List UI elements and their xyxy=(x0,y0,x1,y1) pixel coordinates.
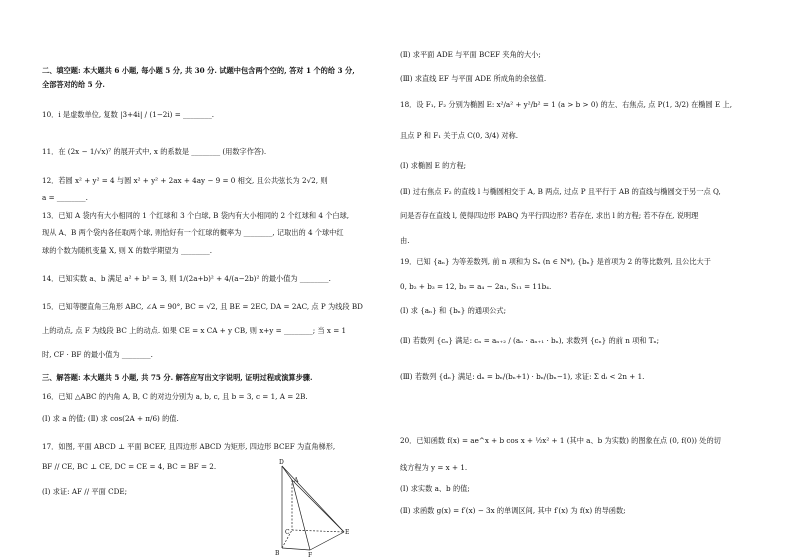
question-15-line2: 上的动点, 点 F 为线段 BC 上的动点. 如果 CE = x CA + y CB, 则 x+y = ________; 当 x = 1 xyxy=(42,326,347,335)
question-18-part2-line1: (Ⅱ) 过右焦点 F₂ 的直线 l 与椭圆相交于 A, B 两点, 过点 P 且平行于 AB 的直线与椭圆交于另一点 Q, xyxy=(400,187,721,196)
edge-de xyxy=(282,466,344,532)
label-c: C xyxy=(285,529,290,536)
question-18-part1: (Ⅰ) 求椭圆 E 的方程; xyxy=(400,161,467,170)
label-f: F xyxy=(308,552,313,558)
question-16-line1: 16．已知 △ABC 的内角 A, B, C 的对边分别为 a, b, c, 且 b = 3, c = 1, A = 2B. xyxy=(42,392,308,401)
question-12-line1: 12．若圆 x² + y² = 4 与圆 x² + y² + 2ax + 4ay − 9 = 0 相交, 且公共弦长为 2√2, 则 xyxy=(42,176,328,185)
question-17-line3: (Ⅰ) 求证: AF // 平面 CDE; xyxy=(42,487,127,496)
edge-bf xyxy=(282,548,310,550)
question-17-line1: 17．如图, 平面 ABCD ⊥ 平面 BCEF, 且四边形 ABCD 为矩形, 四边形 BCEF 为直角梯形, xyxy=(42,442,336,451)
question-13-line2: 现从 A、B 两个袋内各任取两个球, 则恰好有一个红球的概率为 ________, 记取出的 4 个球中红 xyxy=(42,228,344,237)
question-17-line2: BF // CE, BC ⊥ CE, DC = CE = 4, BC = BF = 2. xyxy=(42,462,217,471)
question-19-part3: (Ⅲ) 若数列 {dₙ} 满足: dₙ = bₙ/(bₙ+1) · bₙ/(bₙ−1), 求证: Σ dᵢ < 2n + 1. xyxy=(400,372,645,381)
question-20-part1: (Ⅰ) 求实数 a、b 的值; xyxy=(400,484,470,493)
question-11: 11．在 (2x − 1/√x)⁷ 的展开式中, x 的系数是 ________ (用数字作答). xyxy=(42,147,267,156)
geometry-figure xyxy=(272,458,350,558)
label-b: B xyxy=(275,550,280,557)
question-14: 14．已知实数 a、b 满足 a² + b² = 3, 则 1/(2a+b)² + 4/(a−2b)² 的最小值为 ________. xyxy=(42,274,331,283)
section2-header: 二、填空题: 本大题共 6 小题, 每小题 5 分, 共 30 分. 试题中包含两个空的, 答对 1 个的给 3 分, xyxy=(42,66,355,75)
question-19-line1: 19．已知 {aₙ} 为等差数列, 前 n 项和为 Sₙ (n ∈ N*), {bₙ} 是首项为 2 的等比数列, 且公比大于 xyxy=(400,257,711,266)
question-18-line2: 且点 P 和 F₁ 关于点 C(0, 3/4) 对称. xyxy=(400,131,519,140)
edge-ae xyxy=(292,480,344,532)
question-13-line3: 球的个数为随机变量 X, 则 X 的数学期望为 ________. xyxy=(42,246,212,255)
question-19-part1: (Ⅰ) 求 {aₙ} 和 {bₙ} 的通项公式; xyxy=(400,306,507,315)
question-19-line2: 0, b₂ + b₃ = 12, b₃ = a₄ − 2a₁, S₁₁ = 11b₄. xyxy=(400,282,552,291)
section2-header-cont: 全部答对的给 5 分. xyxy=(42,80,105,89)
edge-ce xyxy=(292,530,344,532)
question-18-part2-line2: 问是否存在直线 l, 使得四边形 PABQ 为平行四边形? 若存在, 求出 l 的方程; 若不存在, 说明理 xyxy=(400,211,699,220)
question-18-part2-line3: 由. xyxy=(400,236,410,245)
label-a: A xyxy=(294,477,299,484)
label-d: D xyxy=(279,459,284,466)
question-20-part2: (Ⅱ) 求函数 g(x) = f′(x) − 3x 的单调区间, 其中 f′(x) 为 f(x) 的导函数; xyxy=(400,506,626,515)
question-16-line2: (Ⅰ) 求 a 的值; (Ⅱ) 求 cos(2A + π/6) 的值. xyxy=(42,414,179,423)
question-12-line2: a = ________. xyxy=(42,193,88,202)
question-17-part2: (Ⅱ) 求平面 ADE 与平面 BCEF 夹角的大小; xyxy=(400,50,541,59)
question-20-line1: 20．已知函数 f(x) = ae^x + b cos x + ½x² + 1 (其中 a、b 为实数) 的图象在点 (0, f(0)) 处的切 xyxy=(400,436,721,445)
question-19-part2: (Ⅱ) 若数列 {cₙ} 满足: cₙ = aₙ₊₂ / (aₙ · aₙ₊₁ · bₙ), 求数列 {cₙ} 的前 n 项和 Tₙ; xyxy=(400,336,660,345)
edge-fe xyxy=(310,532,344,550)
question-18-line1: 18．设 F₁, F₂ 分别为椭圆 E: x²/a² + y²/b² = 1 (a > b > 0) 的左、右焦点, 点 P(1, 3/2) 在椭圆 E 上, xyxy=(400,100,732,109)
edge-af xyxy=(292,480,310,550)
section3-header: 三、解答题: 本大题共 5 小题, 共 75 分. 解答应写出文字说明, 证明过程或演算步骤. xyxy=(42,373,313,382)
question-20-line2: 线方程为 y = x + 1. xyxy=(400,463,468,472)
question-15-line3: 时, CF · BF 的最小值为 ________. xyxy=(42,350,153,359)
label-e: E xyxy=(345,529,350,536)
question-10: 10．i 是虚数单位, 复数 |3+4i| / (1−2i) = ________. xyxy=(42,110,215,119)
question-13-line1: 13．已知 A 袋内有大小相同的 1 个红球和 3 个白球, B 袋内有大小相同的 2 个红球和 4 个白球, xyxy=(42,211,350,220)
question-17-part3: (Ⅲ) 求直线 EF 与平面 ADE 所成角的余弦值. xyxy=(400,74,547,83)
question-15-line1: 15．已知等腰直角三角形 ABC, ∠A = 90°, BC = √2, 且 BE = 2EC, DA = 2AC, 点 P 为线段 BD xyxy=(42,302,363,311)
